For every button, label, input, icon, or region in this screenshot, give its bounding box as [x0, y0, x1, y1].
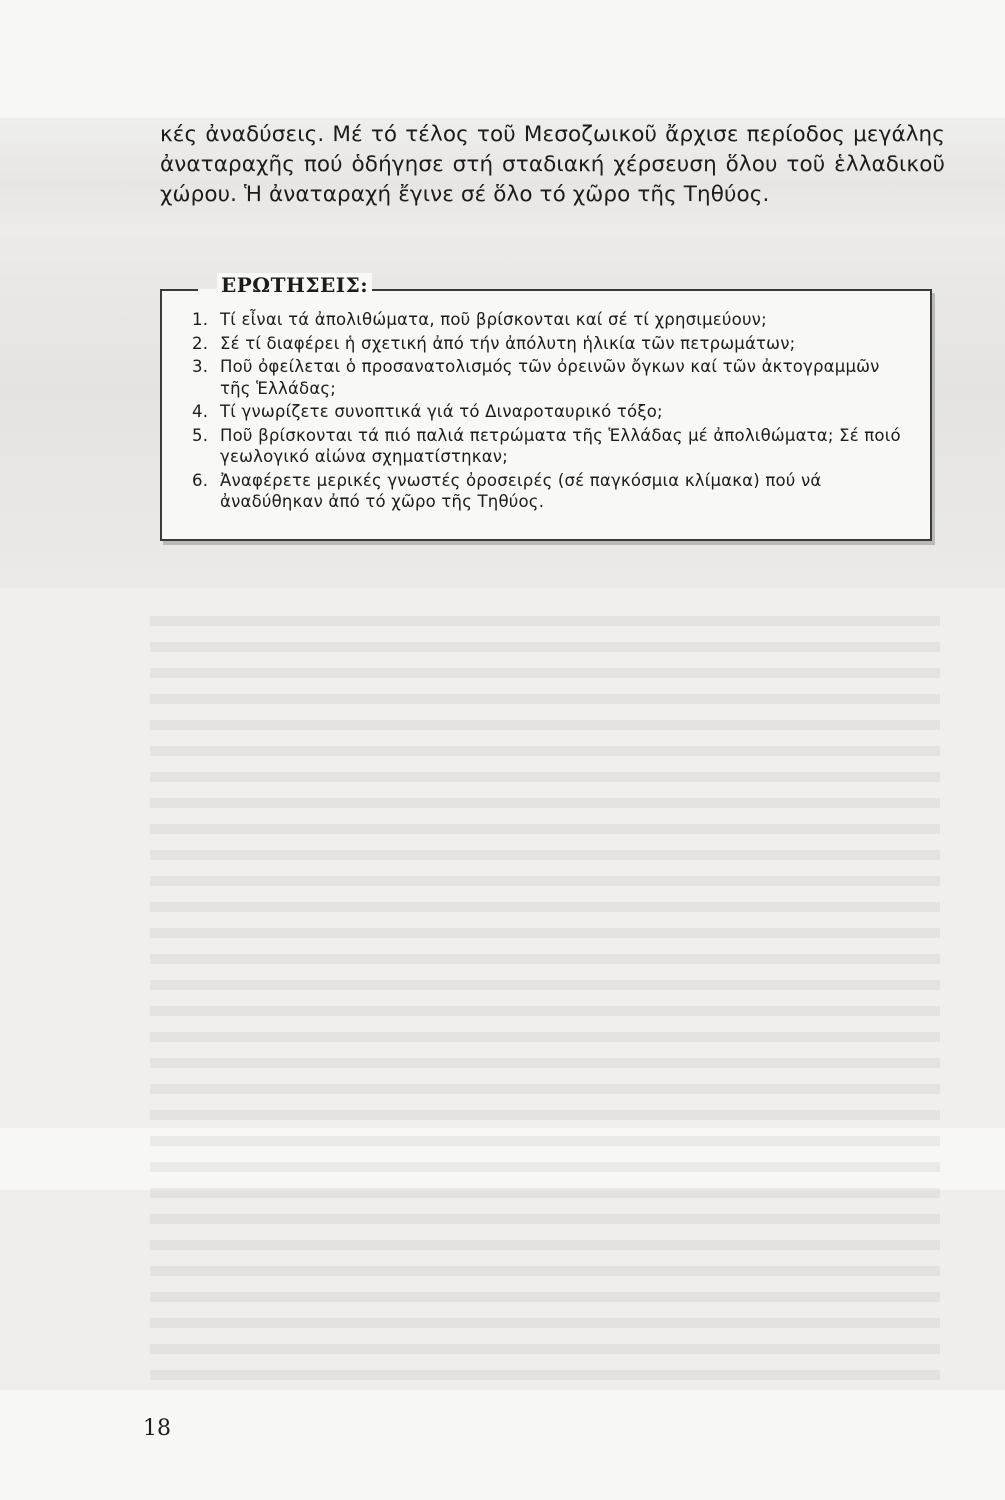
question-text: Τί εἶναι τά ἀπολιθώματα, ποῦ βρίσκονται καί σέ τί χρησιμεύουν;	[220, 310, 767, 329]
question-text: Σέ τί διαφέρει ἡ σχετική ἀπό τήν ἀπόλυτη ἡλικία τῶν πετρωμάτων;	[220, 333, 796, 353]
question-text: Ἀναφέρετε μερικές γνωστές ὀροσειρές (σέ παγκόσμια κλίμακα) πού νά ἀναδύθηκαν ἀπό τό χῶρο τῆς Τηθύος.	[220, 470, 822, 511]
question-item	[192, 356, 907, 399]
page-number: 18	[143, 1416, 171, 1441]
question-text: Ποῦ ὀφείλεται ὁ προσανατολισμός τῶν ὀρεινῶν ὄγκων καί τῶν ἀκτογραμμῶν τῆς Ἑλλάδας;	[220, 357, 880, 398]
question-item	[192, 470, 907, 513]
question-item	[192, 401, 907, 423]
question-item	[192, 425, 907, 468]
intro-paragraph-block	[160, 120, 945, 210]
question-number: 4.	[192, 402, 209, 421]
questions-list	[192, 309, 907, 515]
show-through-text	[150, 600, 940, 1380]
box-border-segment	[162, 289, 198, 291]
questions-heading: ΕΡΩΤΗΣΕΙΣ:	[217, 273, 372, 297]
box-border-segment	[357, 289, 930, 291]
question-text: Τί γνωρίζετε συνοπτικά γιά τό Διναροταυρικό τόξο;	[220, 402, 663, 421]
question-number: 3.	[192, 357, 209, 376]
question-number: 6.	[192, 470, 209, 490]
question-number: 1.	[192, 310, 209, 329]
question-text: Ποῦ βρίσκονται τά πιό παλιά πετρώματα τῆς Ἑλλάδας μέ ἀπολιθώματα; Σέ ποιό γεωλογικό αἰώνα σχηματίστηκαν;	[220, 425, 901, 466]
question-item	[192, 309, 907, 331]
question-number: 5.	[192, 425, 209, 445]
questions-box	[160, 273, 932, 541]
intro-paragraph: κές ἀναδύσεις. Μέ τό τέλος τοῦ Μεσοζωικοῦ ἄρχισε περίοδος μεγάλης ἀναταραχῆς πού ὁδήγησε στή σταδιακή χέρσευση ὅλου τοῦ ἑλλαδικοῦ χώρου. Ἡ ἀναταραχή ἔγινε σέ ὅλο τό χῶρο τῆς Τηθύος.	[160, 122, 945, 207]
question-item	[192, 333, 907, 355]
question-number: 2.	[192, 333, 209, 353]
